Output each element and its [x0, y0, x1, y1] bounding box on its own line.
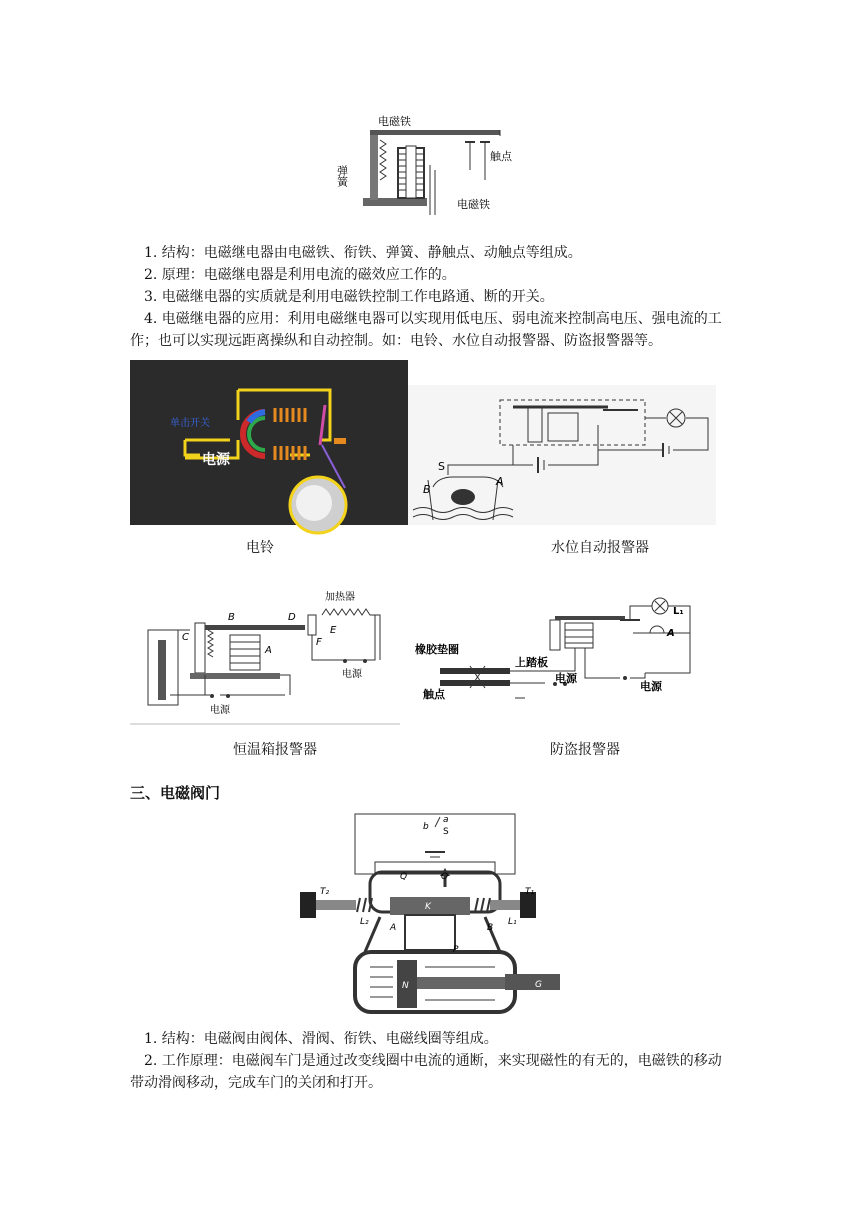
thermo-c: C — [182, 632, 189, 643]
valve-t1: T₁ — [525, 887, 535, 897]
water-s: S — [438, 460, 445, 473]
valve-a: a — [443, 815, 449, 825]
label-armature: 电磁铁 — [378, 115, 411, 128]
valve-q: Q — [400, 872, 408, 882]
thermo-heater: 加热器 — [325, 592, 355, 603]
thermo-a: A — [265, 645, 272, 656]
caption-bell: 电铃 — [246, 540, 274, 556]
caption-thermo: 恒温箱报警器 — [233, 742, 317, 758]
bell-switch-label: 单击开关 — [170, 418, 210, 429]
caption-water: 水位自动报警器 — [551, 540, 649, 556]
section-title: 三、电磁阀门 — [130, 784, 221, 802]
thermo-source2: 电源 — [210, 705, 230, 716]
thermostat-diagram — [130, 585, 400, 725]
water-b: B — [423, 483, 431, 496]
relay-point-3: 3. 电磁继电器的实质就是利用电磁铁控制工作电路通、断的开关。 — [144, 289, 554, 305]
thermo-b: B — [228, 612, 235, 623]
valve-g: G — [535, 980, 542, 990]
valve-n: N — [402, 981, 409, 991]
solenoid-valve-diagram — [295, 812, 555, 1020]
bell-source-label: 电源 — [202, 452, 230, 468]
theft-alarm-diagram — [415, 598, 705, 708]
theft-pedal: 上踏板 — [515, 656, 548, 669]
label-contact: 触点 — [490, 150, 512, 163]
valve-b: b — [423, 822, 429, 832]
label-electromagnet: 电磁铁 — [457, 198, 490, 211]
theft-a: A — [667, 628, 675, 639]
theft-l1: L₁ — [673, 606, 684, 617]
valve-a2: A — [390, 923, 397, 933]
valve-p: P — [453, 945, 459, 955]
thermo-f: F — [316, 637, 322, 648]
relay-point-4: 4. 电磁继电器的应用：利用电磁继电器可以实现用低电压、弱电流来控制高电压、强电流的工作；也可以实现远距离操纵和自动控制。如：电铃、水位自动报警器、防盗报警器等。 — [130, 311, 722, 349]
relay-point-2: 2. 原理：电磁继电器是利用电流的磁效应工作的。 — [144, 267, 456, 283]
thermo-d: D — [288, 612, 296, 623]
thermo-source1: 电源 — [342, 669, 362, 680]
valve-o: O — [441, 872, 449, 882]
relay-diagram — [335, 110, 520, 225]
thermo-e: E — [330, 625, 337, 636]
bell-diagram — [130, 360, 408, 525]
valve-t2: T₂ — [320, 887, 330, 897]
valve-l1: L₁ — [508, 917, 517, 927]
valve-b2: B — [487, 923, 494, 933]
theft-source1: 电源 — [555, 672, 577, 685]
theft-rubber: 橡胶垫圈 — [415, 643, 459, 656]
water-a: A — [496, 475, 504, 488]
theft-contact: 触点 — [423, 688, 445, 701]
valve-point-1: 1. 结构：电磁阀由阀体、滑阀、衔铁、电磁线圈等组成。 — [144, 1031, 498, 1047]
relay-point-1: 1. 结构：电磁继电器由电磁铁、衔铁、弹簧、静触点、动触点等组成。 — [144, 245, 582, 261]
valve-s: S — [443, 827, 449, 837]
valve-point-2: 2. 工作原理：电磁阀车门是通过改变线圈中电流的通断，来实现磁性的有无的，电磁铁的移动带动滑阀移动，完成车门的关闭和打开。 — [130, 1053, 722, 1091]
valve-k: K — [425, 902, 431, 912]
valve-l2: L₂ — [360, 917, 369, 927]
theft-source2: 电源 — [640, 680, 662, 693]
caption-theft: 防盗报警器 — [550, 742, 620, 758]
water-alarm-diagram — [408, 385, 716, 525]
label-spring: 弹簧 — [335, 165, 349, 187]
